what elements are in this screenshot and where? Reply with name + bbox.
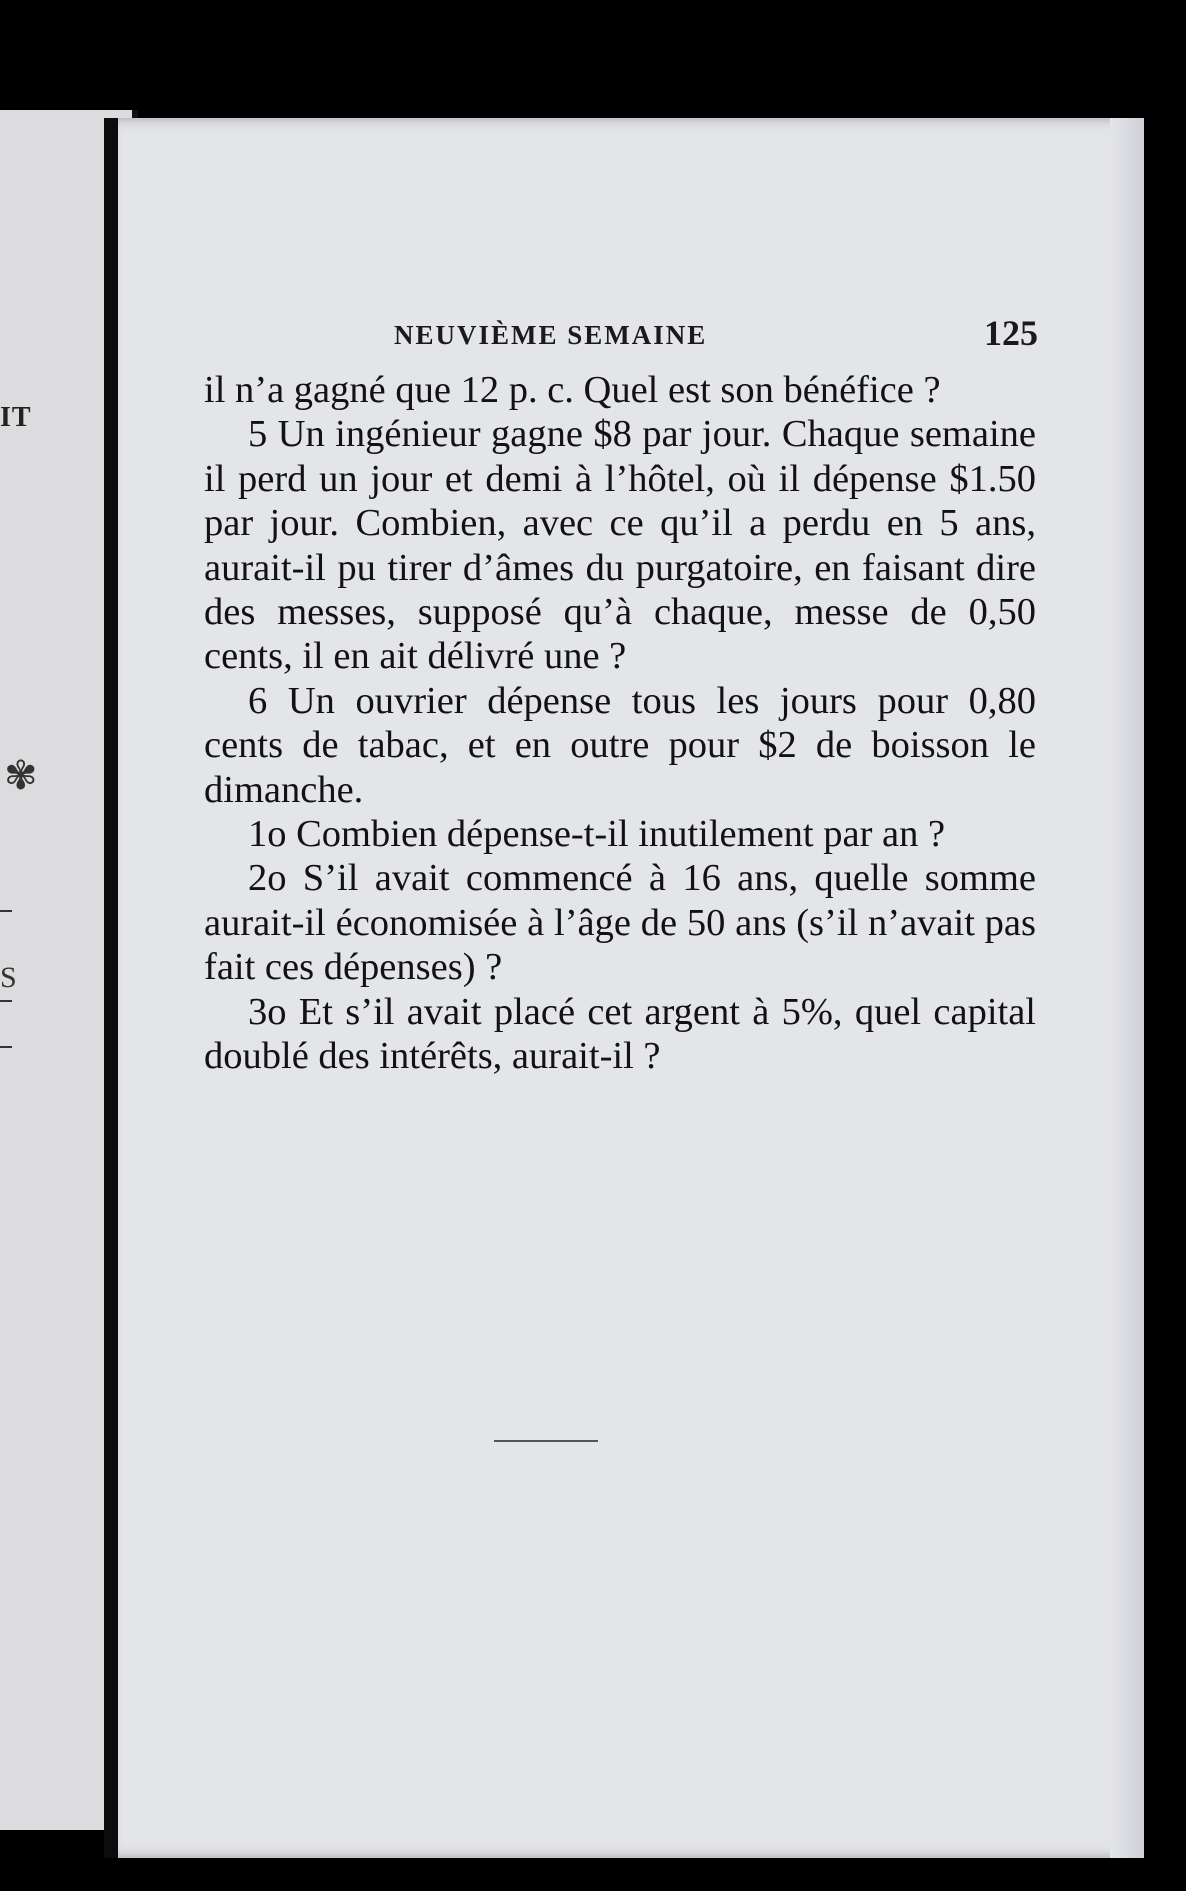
page-header <box>394 308 1038 368</box>
running-head: NEUVIÈME SEMAINE <box>394 320 708 350</box>
dash-mark <box>0 910 12 956</box>
section-divider <box>494 1440 598 1442</box>
dash-mark <box>0 1046 12 1092</box>
paragraph: 2o S’il avait commencé à 16 ans, quelle somme aurait-il économisée à l’âge de 50 ans (s’il n’avait pas fait ces dépenses) ? <box>204 857 1036 989</box>
paragraph: il n’a gagné que 12 p. c. Quel est son bénéfice ? <box>204 369 941 411</box>
paragraph: 5 Un ingénieur gagne $8 par jour. Chaque semaine il perd un jour et demi à l’hôtel, où il dépense $1.50 par jour. Combien, avec ce qu’il a perdu en 5 ans, aurait-il pu tirer d’âmes du purgatoire, en faisant dire des messes, supposé qu’à chaque, messe de 0,50 cents, il en ait délivré une ? <box>204 413 1036 678</box>
left-page-marks <box>0 910 20 1092</box>
paragraph: 6 Un ouvrier dépense tous les jours pour 0,80 cents de tabac, et en outre pour $2 de boisson le dimanche. <box>204 679 1036 811</box>
dash-mark <box>0 1000 12 1046</box>
left-page-edge-glyph: S <box>0 961 17 994</box>
paragraph: 3o Et s’il avait placé cet argent à 5%, quel capital doublé des intérêts, aurait-il ? <box>204 990 1036 1078</box>
left-page-edge-text: IT <box>0 402 32 433</box>
ornament-icon: ✾ <box>4 753 38 798</box>
page-number: 125 <box>984 313 1038 353</box>
book-page <box>104 118 1144 1858</box>
page-gutter <box>104 118 118 1858</box>
paragraph: 1o Combien dépense-t-il inutilement par an ? <box>248 813 946 856</box>
body-text <box>204 368 1036 1079</box>
